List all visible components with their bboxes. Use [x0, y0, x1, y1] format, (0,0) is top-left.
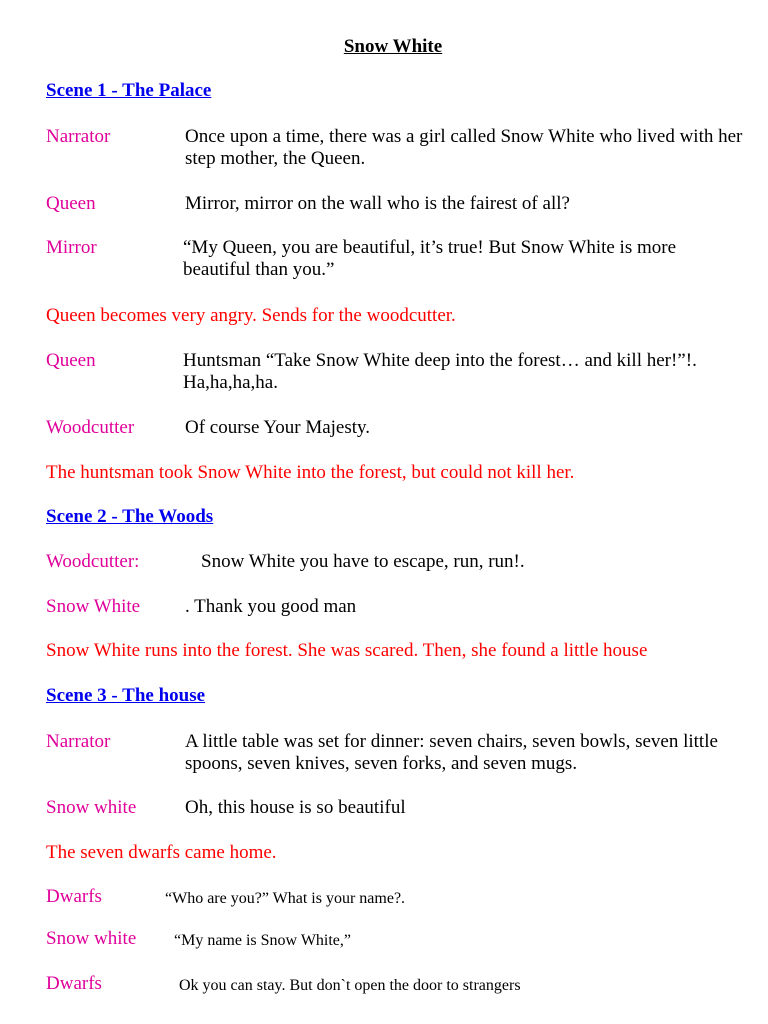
- dialogue-line: Mirror, mirror on the wall who is the fairest of all?: [185, 193, 570, 214]
- stage-direction: The seven dwarfs came home.: [46, 842, 277, 863]
- dialogue-line: A little table was set for dinner: seven chairs, seven bowls, seven little spoons, seven knives, seven forks, and seven mugs.: [185, 731, 718, 774]
- stage-direction: The huntsman took Snow White into the forest, but could not kill her.: [46, 462, 575, 483]
- stage-direction: Queen becomes very angry. Sends for the woodcutter.: [46, 305, 456, 326]
- speaker-woodcutter: Woodcutter:: [46, 551, 140, 572]
- dialogue-line: “My name is Snow White,”: [174, 932, 352, 949]
- speaker-snow-white: Snow White: [46, 596, 141, 617]
- page-title: Snow White: [343, 36, 443, 57]
- speaker-narrator: Narrator: [46, 731, 111, 752]
- scene-1-heading[interactable]: Scene 1 - The Palace: [46, 80, 212, 101]
- dialogue-line: Of course Your Majesty.: [185, 417, 371, 438]
- dialogue-line: Oh, this house is so beautiful: [185, 797, 406, 818]
- speaker-queen: Queen: [46, 193, 96, 214]
- speaker-narrator: Narrator: [46, 126, 111, 147]
- speaker-woodcutter: Woodcutter: [46, 417, 135, 438]
- dialogue-line: “My Queen, you are beautiful, it’s true! But Snow White is more beautiful than you.”: [183, 237, 677, 280]
- dialogue-line: “Who are you?” What is your name?.: [165, 890, 406, 907]
- dialogue-line: Ok you can stay. But don`t open the door to strangers: [179, 977, 521, 994]
- scene-2-heading[interactable]: Scene 2 - The Woods: [46, 506, 214, 527]
- speaker-mirror: Mirror: [46, 237, 97, 258]
- speaker-dwarfs: Dwarfs: [46, 886, 102, 907]
- dialogue-line: Snow White you have to escape, run, run!.: [201, 551, 525, 572]
- speaker-snow-white: Snow white: [46, 797, 137, 818]
- dialogue-line: . Thank you good man: [185, 596, 357, 617]
- speaker-snow-white: Snow white: [46, 928, 137, 949]
- scene-3-heading[interactable]: Scene 3 - The house: [46, 685, 206, 706]
- speaker-queen: Queen: [46, 350, 96, 371]
- dialogue-line: Huntsman “Take Snow White deep into the forest… and kill her!”!. Ha,ha,ha,ha.: [183, 350, 697, 393]
- stage-direction: Snow White runs into the forest. She was scared. Then, she found a little house: [46, 640, 648, 661]
- dialogue-line: Once upon a time, there was a girl called Snow White who lived with her step mother, the Queen.: [185, 126, 743, 169]
- speaker-dwarfs: Dwarfs: [46, 973, 102, 994]
